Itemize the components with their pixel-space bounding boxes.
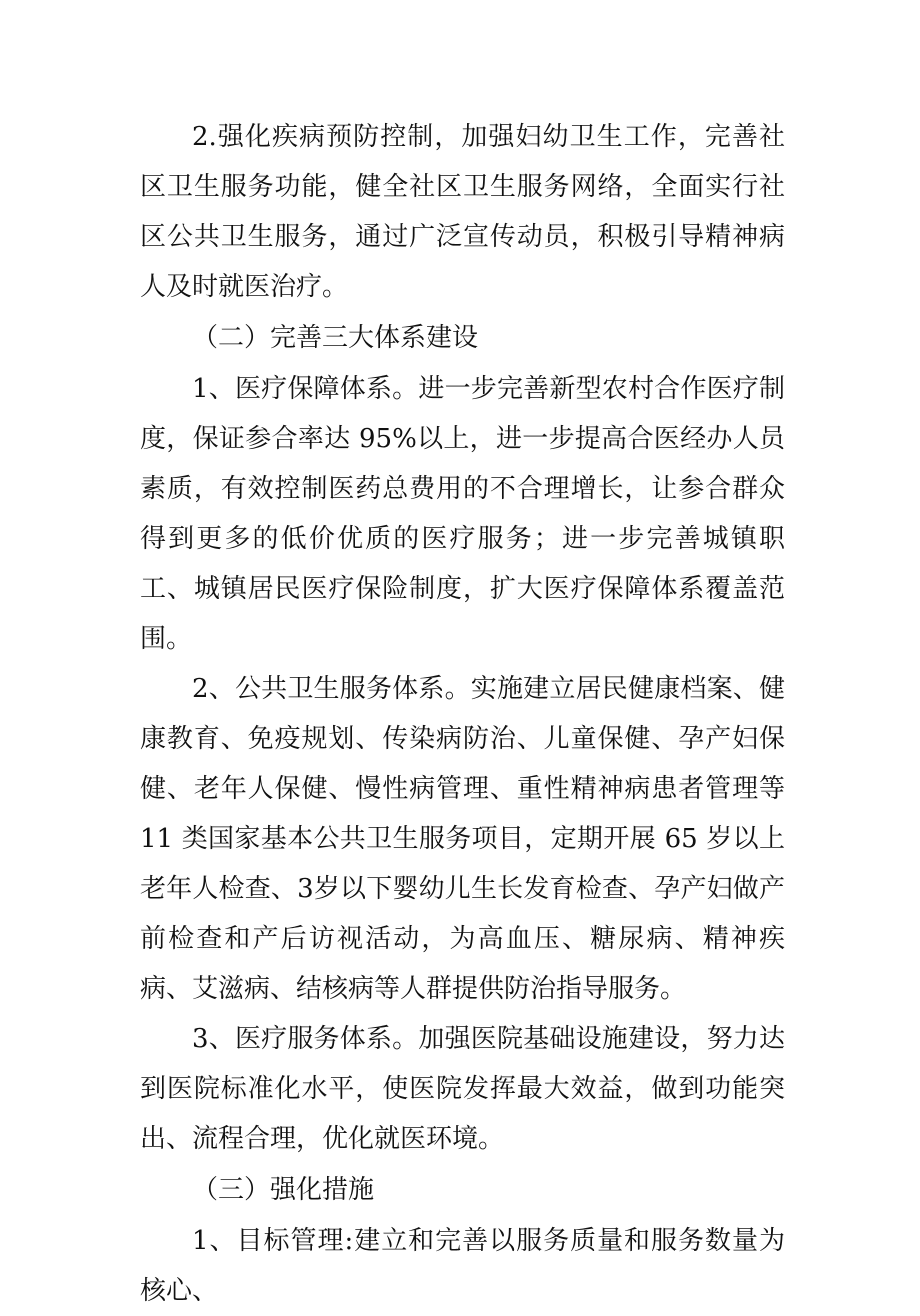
paragraph-medical-service-system: 3、医疗服务体系。加强医院基础设施建设，努力达到医院标准化水平，使医院发挥最大效益，做到功能突出、流程合理，优化就医环境。 (140, 1024, 785, 1154)
paragraph-disease-prevention: 2.强化疾病预防控制，加强妇幼卫生工作，完善社区卫生服务功能，健全社区卫生服务网络，全面实行社区公共卫生服务，通过广泛宣传动员，积极引导精神病人及时就医治疗。 (140, 122, 785, 302)
paragraph-medical-insurance-system: 1、医疗保障体系。进一步完善新型农村合作医疗制度，保证参合率达 95%以上，进一步提高合医经办人员素质，有效控制医药总费用的不合理增长，让参合群众得到更多的低价优质的医疗服务；进一步完善城镇职工、城镇居民医疗保险制度，扩大医疗保障体系覆盖范围。 (140, 374, 785, 654)
section-heading-measures: （三）强化措施 (192, 1175, 375, 1205)
section-heading-three-systems: （二）完善三大体系建设 (192, 323, 479, 353)
paragraph-target-management: 1、目标管理:建立和完善以服务质量和服务数量为核心、 (140, 1226, 785, 1306)
paragraph-public-health-system: 2、公共卫生服务体系。实施建立居民健康档案、健康教育、免疫规划、传染病防治、儿童保健、孕产妇保健、老年人保健、慢性病管理、重性精神病患者管理等 11 类国家基本公共卫生服务项目，定期开展 65 岁以上老年人检查、3岁以下婴幼儿生长发育检查、孕产妇做产前检查和产后访视活动，为高血压、糖尿病、精神疾病、艾滋病、结核病等人群提供防治指导服务。 (140, 674, 785, 1004)
document-body (140, 112, 785, 1316)
